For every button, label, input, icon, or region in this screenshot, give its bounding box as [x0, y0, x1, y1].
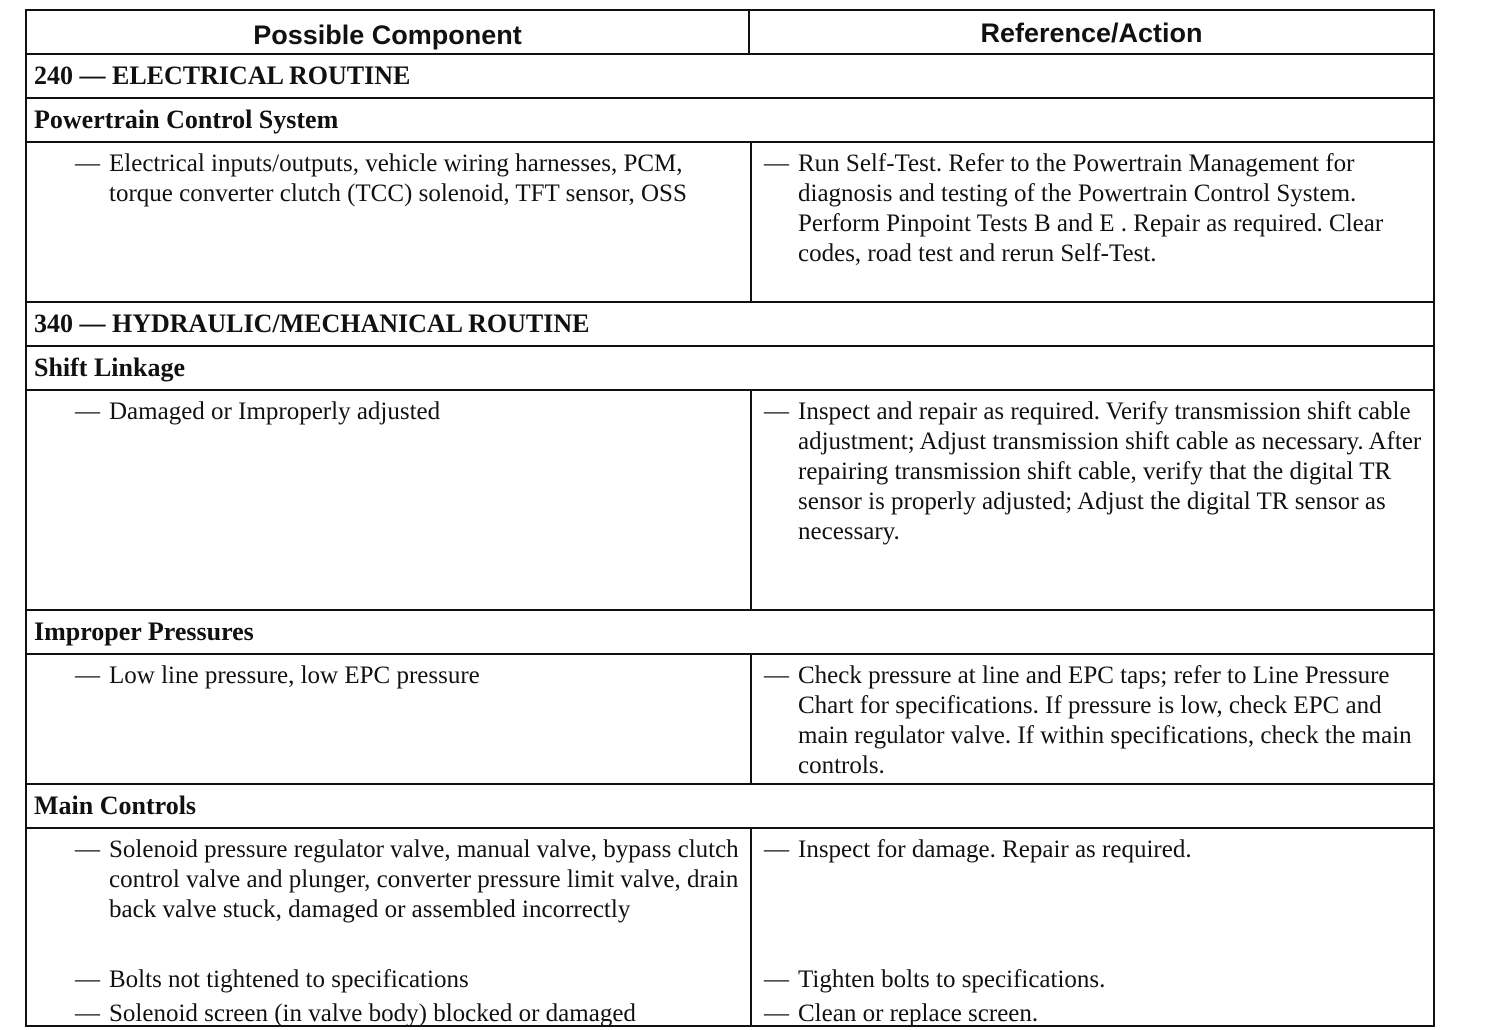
dash-bullet: —	[764, 662, 789, 689]
action-cell	[752, 143, 1433, 301]
action-text: Check pressure at line and EPC taps; refer to Line Pressure Chart for specifications. If pressure is low, check EPC and main regulator valve. If within specifications, check the main controls.	[798, 662, 1412, 779]
table-row	[27, 143, 1433, 303]
action-text: Inspect and repair as required. Verify transmission shift cable adjustment; Adjust transmission shift cable as necessary. After repairing transmission shift cable, verify that the digital TR sensor is properly adjusted; Adjust the digital TR sensor as necessary.	[798, 398, 1422, 545]
action-text: Tighten bolts to specifications.	[798, 966, 1106, 993]
subsection-main-controls: Main Controls	[27, 785, 1433, 829]
component-text: Solenoid screen (in valve body) blocked or damaged	[109, 1000, 636, 1027]
component-cell	[27, 655, 752, 783]
action-cell	[752, 391, 1433, 609]
list-item	[764, 661, 1423, 781]
header-reference-action: Reference/Action	[980, 17, 1203, 48]
list-item	[764, 397, 1423, 547]
dash-bullet: —	[75, 150, 100, 177]
list-item	[764, 835, 1423, 961]
dash-bullet: —	[764, 150, 789, 177]
dash-bullet: —	[75, 662, 100, 689]
action-cell	[752, 829, 1433, 1025]
subsection-powertrain-control-system: Powertrain Control System	[27, 99, 1433, 143]
component-cell	[27, 829, 752, 1025]
dash-bullet: —	[75, 398, 100, 425]
component-text: Solenoid pressure regulator valve, manual valve, bypass clutch control valve and plunger, converter pressure limit valve, drain back valve stuck, damaged or assembled incorrectly	[109, 836, 739, 923]
list-item	[764, 149, 1423, 269]
dash-bullet: —	[75, 1000, 100, 1027]
list-item	[75, 661, 740, 691]
dash-bullet: —	[75, 966, 100, 993]
list-item	[75, 397, 740, 427]
table-row	[27, 655, 1433, 785]
dash-bullet: —	[764, 398, 789, 425]
header-possible-component: Possible Component	[27, 11, 750, 53]
list-item	[75, 149, 740, 209]
component-cell	[27, 391, 752, 609]
list-item	[764, 965, 1423, 995]
list-item	[75, 835, 740, 961]
component-cell	[27, 143, 752, 301]
table-row	[27, 829, 1433, 1025]
list-item	[764, 999, 1423, 1029]
table-header	[27, 11, 1433, 55]
dash-bullet: —	[764, 836, 789, 863]
list-item	[75, 965, 740, 995]
list-item	[75, 999, 740, 1029]
diagnosis-table	[25, 9, 1435, 1027]
subsection-improper-pressures: Improper Pressures	[27, 611, 1433, 655]
table-row	[27, 391, 1433, 611]
component-text: Bolts not tightened to specifications	[109, 966, 469, 993]
section-hydraulic-mechanical-routine: 340 — HYDRAULIC/MECHANICAL ROUTINE	[27, 303, 1433, 347]
component-text: Electrical inputs/outputs, vehicle wiring harnesses, PCM, torque converter clutch (TCC) solenoid, TFT sensor, OSS	[109, 150, 687, 207]
dash-bullet: —	[75, 836, 100, 863]
dash-bullet: —	[764, 1000, 789, 1027]
component-text: Damaged or Improperly adjusted	[109, 398, 441, 425]
subsection-shift-linkage: Shift Linkage	[27, 347, 1433, 391]
action-text: Run Self-Test. Refer to the Powertrain Management for diagnosis and testing of the Powertrain Control System. Perform Pinpoint Tests B and E . Repair as required. Clear codes, road test and rerun Self-Test.	[798, 150, 1384, 267]
component-text: Low line pressure, low EPC pressure	[109, 662, 480, 689]
action-text: Clean or replace screen.	[798, 1000, 1039, 1027]
action-cell	[752, 655, 1433, 783]
section-electrical-routine: 240 — ELECTRICAL ROUTINE	[27, 55, 1433, 99]
action-text: Inspect for damage. Repair as required.	[798, 836, 1192, 863]
dash-bullet: —	[764, 966, 789, 993]
